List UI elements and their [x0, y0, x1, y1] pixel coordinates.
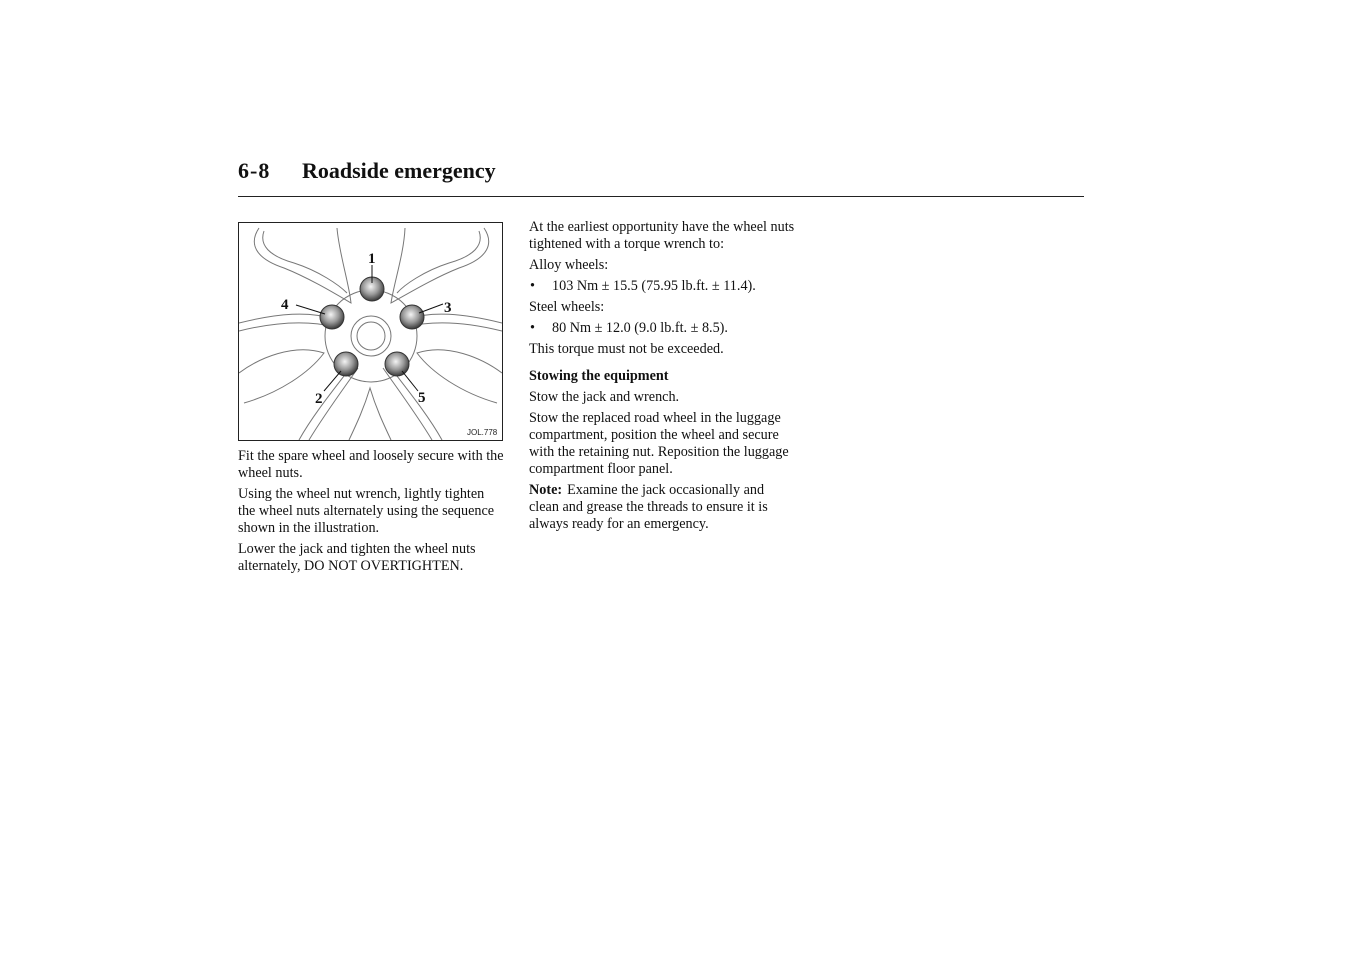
- spoke-outline: [391, 228, 489, 303]
- stow-paragraph: Stow the replaced road wheel in the luggage compartment, position the wheel and secure with the retaining nut. Reposition the luggage compartment floor panel.: [529, 410, 789, 477]
- leader-line-5: [402, 371, 418, 391]
- lug-nut-4: [320, 305, 344, 329]
- spoke-outline: [239, 350, 324, 403]
- hub-center: [357, 322, 385, 350]
- wheel-illustration-svg: [239, 223, 502, 440]
- lug-nut-5: [385, 352, 409, 376]
- nut-label-4: 4: [281, 297, 289, 313]
- lug-nut-2: [334, 352, 358, 376]
- note-text: Examine the jack occasionally and clean and grease the threads to ensure it is always ready for an emergency.: [529, 482, 768, 532]
- instruction-paragraph: Lower the jack and tighten the wheel nuts alternately, DO NOT OVERTIGHTEN.: [238, 541, 476, 574]
- alloy-torque-value: • 103 Nm ± 15.5 (75.95 lb.ft. ± 11.4).: [529, 278, 795, 295]
- figure-code: JOL.778: [467, 428, 498, 437]
- lug-nuts: [320, 277, 424, 376]
- steel-torque-value: • 80 Nm ± 12.0 (9.0 lb.ft. ± 8.5).: [529, 320, 795, 337]
- leader-line-4: [296, 305, 325, 314]
- wheel-nut-sequence-illustration: [238, 222, 503, 441]
- nut-label-2: 2: [315, 391, 323, 407]
- nut-label-5: 5: [418, 390, 426, 406]
- stow-paragraph: Stow the jack and wrench.: [529, 389, 680, 405]
- alloy-wheels-label: Alloy wheels:: [529, 257, 609, 273]
- spoke-outline: [417, 350, 502, 403]
- steel-wheels-label: Steel wheels:: [529, 299, 605, 315]
- page-title: Roadside emergency: [302, 158, 496, 183]
- nut-label-3: 3: [444, 300, 452, 316]
- right-column: [529, 219, 795, 537]
- leader-line-2: [324, 371, 341, 391]
- header-rule: [238, 196, 1084, 197]
- spoke-outline: [263, 231, 347, 293]
- torque-intro: At the earliest opportunity have the wheel nuts tightened with a torque wrench to:: [529, 219, 795, 252]
- note-label: Note:: [529, 482, 563, 498]
- section-number: 6-8: [238, 158, 271, 183]
- instruction-paragraph: Using the wheel nut wrench, lightly tighten the wheel nuts alternately using the sequence shown in the illustration.: [238, 486, 495, 536]
- spoke-outline: [349, 388, 391, 440]
- instruction-paragraph: Fit the spare wheel and loosely secure with the wheel nuts.: [238, 448, 504, 481]
- spoke-outline: [397, 231, 480, 293]
- stowing-heading: Stowing the equipment: [529, 368, 669, 384]
- torque-warning: This torque must not be exceeded.: [529, 341, 724, 357]
- spoke-outline: [254, 228, 351, 303]
- nut-label-1: 1: [368, 251, 376, 267]
- lug-nut-3: [400, 305, 424, 329]
- note-paragraph: [529, 482, 795, 533]
- spoke-outline: [239, 323, 335, 331]
- left-column: [238, 448, 504, 579]
- leader-line-3: [419, 304, 443, 313]
